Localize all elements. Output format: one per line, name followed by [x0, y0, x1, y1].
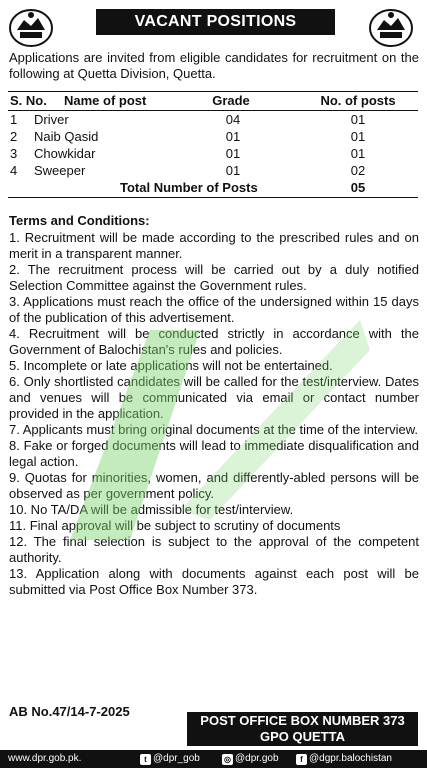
po-box-banner — [187, 712, 418, 746]
website-link[interactable] — [8, 750, 81, 768]
header-grade: Grade — [212, 93, 250, 108]
row-grade: 01 — [225, 163, 241, 178]
table-header — [8, 91, 418, 111]
twitter-icon: t — [140, 754, 151, 765]
facebook-handle: @dgpr.balochistan — [309, 753, 392, 764]
instagram-handle: @dpr.gob — [235, 753, 279, 764]
total-value: 05 — [350, 180, 366, 195]
page-title: VACANT POSITIONS — [96, 9, 335, 35]
term-item: 11. Final approval will be subject to scrutiny of documents — [9, 518, 341, 533]
term-item: 7. Applicants must bring original documents at the time of the interview. — [9, 422, 418, 437]
row-grade: 04 — [225, 112, 241, 127]
balochistan-emblem-icon — [368, 8, 414, 48]
term-item: 12. The final selection is subject to the approval of the competent authority. — [9, 534, 419, 565]
facebook-icon: f — [296, 754, 307, 765]
twitter-handle: @dpr_gob — [153, 753, 200, 764]
terms-heading: Terms and Conditions: — [9, 213, 150, 228]
row-sno: 3 — [10, 146, 18, 161]
table-row — [8, 128, 418, 145]
intro-paragraph: Applications are invited from eligible candidates for recruitment on the following at Quetta Division, Quetta. — [9, 50, 419, 81]
row-name: Chowkidar — [34, 146, 96, 161]
table-row — [8, 111, 418, 128]
table-row — [8, 162, 418, 179]
row-posts: 01 — [350, 112, 366, 127]
term-item: 2. The recruitment process will be carried out by a duly notified Selection Committee against the Government rules. — [9, 262, 419, 293]
row-posts: 01 — [350, 129, 366, 144]
po-box-line2: GPO QUETTA — [260, 729, 345, 744]
term-item: 13. Application along with documents against each post will be submitted via Post Office Box Number 373. — [9, 566, 419, 597]
table-row — [8, 145, 418, 162]
row-sno: 2 — [10, 129, 18, 144]
row-grade: 01 — [225, 146, 241, 161]
facebook-link[interactable] — [296, 750, 392, 768]
table-total-row — [8, 179, 418, 198]
balochistan-emblem-icon — [8, 8, 54, 48]
row-grade: 01 — [225, 129, 241, 144]
term-item: 8. Fake or forged documents will lead to immediate disqualification and legal action. — [9, 438, 419, 469]
instagram-link[interactable] — [222, 750, 279, 768]
term-item: 5. Incomplete or late applications will not be entertained. — [9, 358, 333, 373]
row-sno: 4 — [10, 163, 18, 178]
website-text: www.dpr.gob.pk. — [8, 753, 82, 764]
total-label: Total Number of Posts — [120, 180, 258, 195]
header-name: Name of post — [64, 93, 147, 108]
row-name: Driver — [34, 112, 69, 127]
header-sno: S. No. — [10, 93, 47, 108]
row-sno: 1 — [10, 112, 18, 127]
term-item: 1. Recruitment will be made according to the prescribed rules and on merit in a transparent manner. — [9, 230, 419, 261]
row-name: Naib Qasid — [34, 129, 99, 144]
row-posts: 01 — [350, 146, 366, 161]
term-item: 10. No TA/DA will be admissible for test/interview. — [9, 502, 294, 517]
terms-and-conditions — [9, 213, 419, 598]
po-box-line1: POST OFFICE BOX NUMBER 373 — [200, 713, 405, 728]
contact-bar — [0, 750, 427, 768]
twitter-link[interactable] — [140, 750, 200, 768]
row-name: Sweeper — [34, 163, 86, 178]
header-posts: No. of posts — [320, 93, 396, 108]
advertisement-number: AB No.47/14-7-2025 — [9, 704, 130, 719]
term-item: 9. Quotas for minorities, women, and differently-abled persons will be observed as per government policy. — [9, 470, 419, 501]
row-posts: 02 — [350, 163, 366, 178]
term-item: 6. Only shortlisted candidates will be called for the test/interview. Dates and venues will be communicated via email or contact number provided in the application. — [9, 374, 419, 421]
term-item: 3. Applications must reach the office of the undersigned within 15 days of the publication of this advertisement. — [9, 294, 419, 325]
instagram-icon: ◎ — [222, 754, 233, 765]
vacancy-table — [8, 91, 418, 198]
term-item: 4. Recruitment will be conducted strictly in accordance with the Government of Balochistan's rules and policies. — [9, 326, 419, 357]
